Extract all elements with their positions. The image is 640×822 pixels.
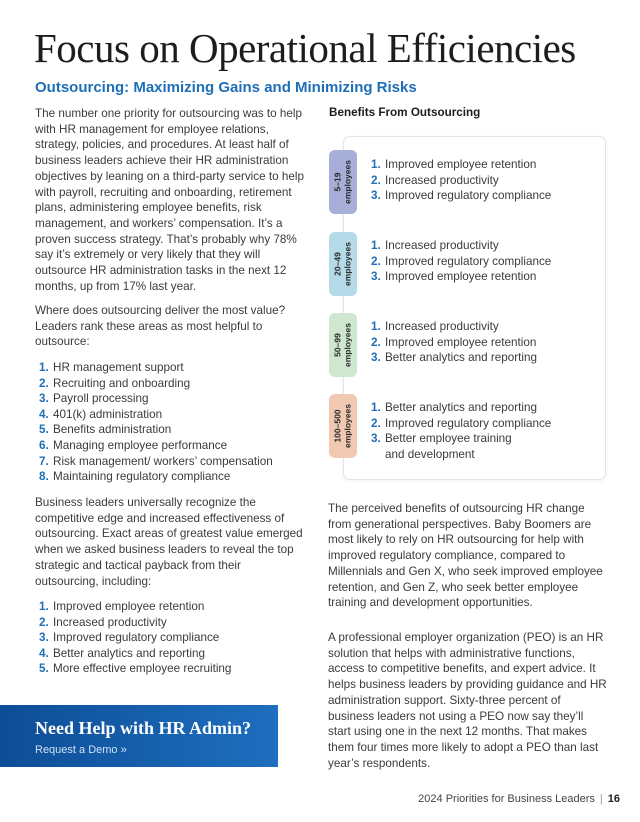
list-item (39, 661, 231, 677)
list-item (371, 269, 551, 285)
list-item (39, 376, 273, 392)
list-text: Better employee training (385, 432, 512, 446)
page-title: Focus on Operational Efficiencies (34, 25, 576, 71)
employee-size-label (334, 323, 353, 367)
page-number: 16 (607, 793, 620, 805)
benefit-group-list (371, 238, 551, 285)
list-item (39, 615, 231, 631)
generational-paragraph: The perceived benefits of outsourcing HR change from generational perspectives. Baby Boomers are most likely to rely on HR outsourcing for help with improved regulatory compliance, compared to Millennials and Gen X, who seek improved employee retention, and Gen Z, who seek better employee training and development opportunities. (328, 502, 603, 610)
list-number: 1. (371, 158, 381, 171)
employee-size-tab (329, 394, 357, 458)
list-number: 1. (371, 320, 381, 333)
list-item (371, 431, 551, 462)
cta-banner[interactable] (0, 705, 278, 767)
list-number: 2. (39, 376, 49, 390)
list-text: Improved employee retention (53, 600, 205, 613)
list-text-continued: and development (385, 447, 475, 461)
list-number: 4. (39, 407, 49, 421)
list-number: 2. (371, 335, 381, 349)
list-text: Increased productivity (53, 615, 167, 629)
employee-size-tab (329, 232, 357, 296)
list-item (39, 646, 231, 662)
list-text: HR management support (53, 361, 184, 374)
list-number: 2. (39, 615, 49, 629)
list-text: Benefits administration (53, 423, 172, 437)
benefit-group-list (371, 319, 537, 366)
page-footer (418, 793, 620, 805)
list-item (39, 407, 273, 423)
employee-size-unit: employees (342, 160, 352, 204)
list-item (39, 630, 231, 646)
list-number: 5. (39, 662, 49, 676)
list-number: 1. (371, 239, 381, 252)
payback-areas-list (39, 599, 231, 677)
list-item (371, 416, 551, 432)
list-text: Improved regulatory compliance (53, 631, 220, 645)
list-text: Better analytics and reporting (385, 401, 538, 414)
list-text: Improved employee retention (385, 335, 537, 349)
benefit-group-list (371, 400, 551, 462)
list-item (371, 335, 537, 351)
peo-paragraph: A professional employer organization (PEO) is an HR solution that helps with administrative functions, access to competitive benefits, and expert advice. It helps business leaders by providing guidance and HR administration support. Sixty-three percent of business leaders not using a PEO now say they’ll start using one in the next 12 months. That makes them four times more likely to adopt a PEO than last year’s respondents. (328, 631, 607, 770)
employee-size-tab (329, 150, 357, 214)
payback-paragraph: Business leaders universally recognize the competitive edge and increased effectiveness of outsourcing. Exact areas of greatest value emerged when we asked business leaders to reveal the top strategic and tactical payback from their outsourcing, including: (35, 496, 303, 588)
list-text: Better analytics and reporting (53, 646, 206, 660)
request-demo-link[interactable]: Request a Demo » (35, 744, 127, 756)
benefits-heading: Benefits From Outsourcing (329, 106, 481, 119)
list-item (371, 254, 551, 270)
list-number: 4. (39, 646, 49, 660)
employee-size-label (334, 404, 353, 448)
list-number: 3. (39, 631, 49, 645)
list-number: 7. (39, 454, 49, 468)
list-text: Improved employee retention (385, 270, 537, 284)
employee-size-unit: employees (342, 242, 352, 286)
employee-size-unit: employees (342, 404, 352, 448)
list-item (371, 157, 551, 173)
employee-size-unit: employees (342, 323, 352, 367)
outsource-areas-list (39, 360, 273, 485)
list-number: 2. (371, 254, 381, 268)
outsource-value-paragraph: Where does outsourcing deliver the most value? Leaders rank these areas as most helpful to outsource: (35, 304, 286, 349)
list-item (371, 188, 551, 204)
list-number: 3. (371, 351, 381, 365)
list-text: Improved regulatory compliance (385, 416, 552, 430)
list-number: 1. (39, 600, 49, 613)
list-text: Increased productivity (385, 320, 499, 333)
list-number: 3. (371, 432, 381, 446)
list-number: 5. (39, 423, 49, 437)
intro-paragraph: The number one priority for outsourcing was to help with HR management for employee relations, strategy, policies, and procedures. At least half of business leaders achieve their HR administration objectives by leaning on a third-party service to help with payroll, recruiting and onboarding, retirement plans, administering employee benefits, risk management, and workers’ compensation. It’s a proven success strategy. That’s probably why 78% say it’s extremely or very likely that they will outsource HR administration tasks in the next 12 months, up from 17% last year. (35, 107, 304, 293)
list-item (371, 173, 551, 189)
list-text: Improved employee retention (385, 158, 537, 171)
list-text: Increased productivity (385, 239, 499, 252)
employee-size-tab (329, 313, 357, 377)
list-item (39, 599, 231, 615)
footer-text: 2024 Priorities for Business Leaders (418, 793, 595, 805)
list-item (371, 350, 537, 366)
list-text: Increased productivity (385, 173, 499, 187)
list-item (39, 438, 273, 454)
list-text: Risk management/ workers’ compensation (53, 454, 273, 468)
list-number: 3. (39, 392, 49, 406)
employee-size-label (334, 242, 353, 286)
list-item (39, 469, 273, 485)
list-text: Payroll processing (53, 392, 149, 406)
list-text: Improved regulatory compliance (385, 254, 552, 268)
list-number: 6. (39, 438, 49, 452)
employee-size-label (334, 160, 353, 204)
list-text: Better analytics and reporting (385, 351, 538, 365)
cta-title: Need Help with HR Admin? (35, 718, 252, 738)
list-number: 1. (39, 361, 49, 374)
list-number: 1. (371, 401, 381, 414)
benefit-group-list (371, 157, 551, 204)
list-item (39, 422, 273, 438)
list-number: 3. (371, 270, 381, 284)
list-item (371, 238, 551, 254)
list-item (371, 400, 551, 416)
list-item (371, 319, 537, 335)
list-number: 8. (39, 470, 49, 484)
list-item (39, 454, 273, 470)
list-text: More effective employee recruiting (53, 662, 232, 676)
section-subtitle: Outsourcing: Maximizing Gains and Minimizing Risks (35, 79, 417, 96)
list-item (39, 391, 273, 407)
list-number: 2. (371, 173, 381, 187)
list-text: Improved regulatory compliance (385, 189, 552, 203)
list-item (39, 360, 273, 376)
employee-size-range: 50–99 (332, 333, 343, 357)
employee-size-range: 5–19 (332, 172, 343, 192)
list-text: Maintaining regulatory compliance (53, 470, 231, 484)
footer-separator: | (599, 793, 603, 805)
employee-size-range: 100–500 (332, 409, 343, 443)
list-number: 3. (371, 189, 381, 203)
employee-size-range: 20–49 (332, 252, 343, 276)
list-text: Recruiting and onboarding (53, 376, 191, 390)
list-text: 401(k) administration (53, 407, 163, 421)
list-text: Managing employee performance (53, 438, 228, 452)
list-number: 2. (371, 416, 381, 430)
